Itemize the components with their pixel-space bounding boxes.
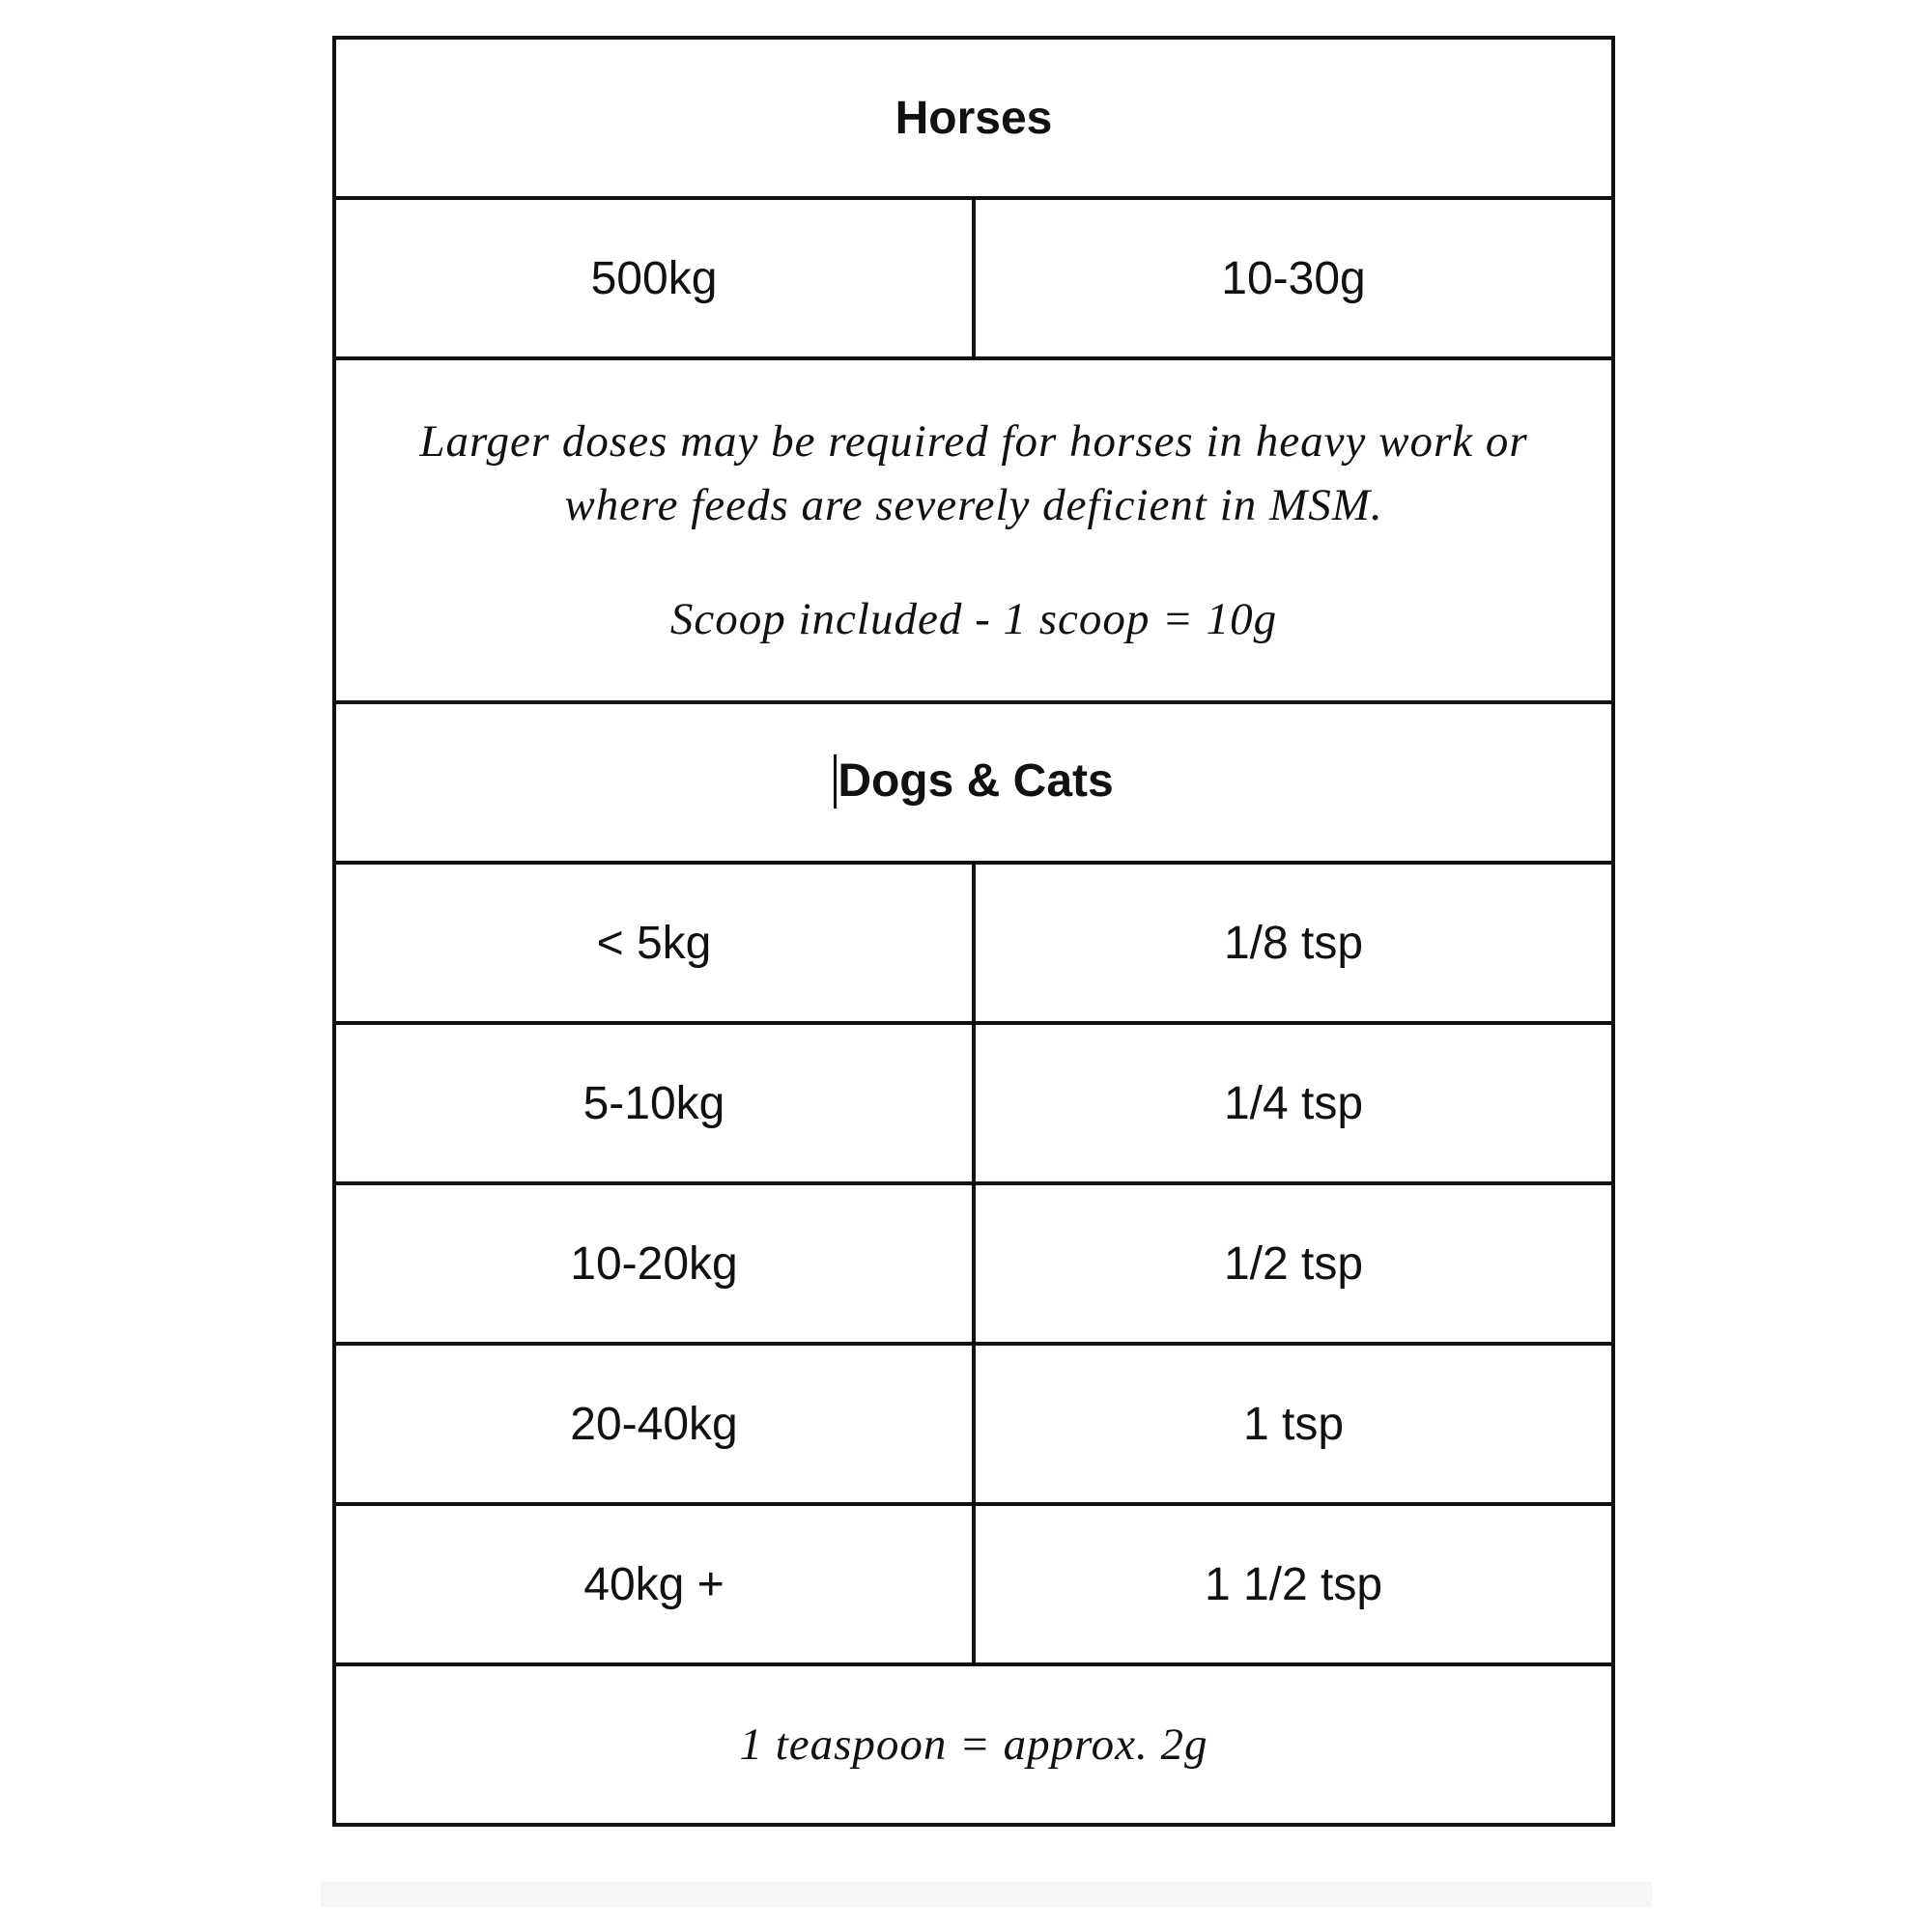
horses-heading: Horses bbox=[334, 38, 1613, 198]
horses-note-line-2: where feeds are severely deficient in MSM. bbox=[564, 480, 1383, 530]
table-row bbox=[334, 863, 1613, 1023]
horses-note-line-1: Larger doses may be required for horses in heavy work or bbox=[419, 416, 1528, 467]
table-row bbox=[334, 1023, 1613, 1183]
text-cursor bbox=[834, 754, 837, 809]
weight-cell: < 5kg bbox=[334, 863, 974, 1023]
weight-cell: 500kg bbox=[334, 198, 974, 358]
table-row bbox=[334, 198, 1613, 358]
horses-heading-row bbox=[334, 38, 1613, 198]
horses-notes bbox=[336, 410, 1611, 651]
dogs-cats-heading: Dogs & Cats bbox=[838, 754, 1114, 807]
footnote-row bbox=[334, 1664, 1613, 1825]
dose-cell: 1/2 tsp bbox=[974, 1183, 1613, 1344]
page-bottom-edge bbox=[321, 1882, 1652, 1907]
dose-cell: 1/4 tsp bbox=[974, 1023, 1613, 1183]
dosage-table bbox=[332, 36, 1615, 1827]
table-row bbox=[334, 1344, 1613, 1504]
dogs-cats-heading-row bbox=[334, 702, 1613, 863]
weight-cell: 10-20kg bbox=[334, 1183, 974, 1344]
dogs-cats-heading-cell[interactable] bbox=[334, 702, 1613, 863]
weight-cell: 20-40kg bbox=[334, 1344, 974, 1504]
dose-cell: 1/8 tsp bbox=[974, 863, 1613, 1023]
horses-notes-row bbox=[334, 358, 1613, 702]
note-spacer bbox=[384, 537, 1563, 587]
table-row bbox=[334, 1504, 1613, 1664]
table-row bbox=[334, 1183, 1613, 1344]
weight-cell: 5-10kg bbox=[334, 1023, 974, 1183]
horses-notes-cell bbox=[334, 358, 1613, 702]
dose-cell: 1 tsp bbox=[974, 1344, 1613, 1504]
dose-cell: 1 1/2 tsp bbox=[974, 1504, 1613, 1664]
weight-cell: 40kg + bbox=[334, 1504, 974, 1664]
teaspoon-footnote: 1 teaspoon = approx. 2g bbox=[334, 1664, 1613, 1825]
scoop-note: Scoop included - 1 scoop = 10g bbox=[669, 594, 1278, 644]
dose-cell: 10-30g bbox=[974, 198, 1613, 358]
